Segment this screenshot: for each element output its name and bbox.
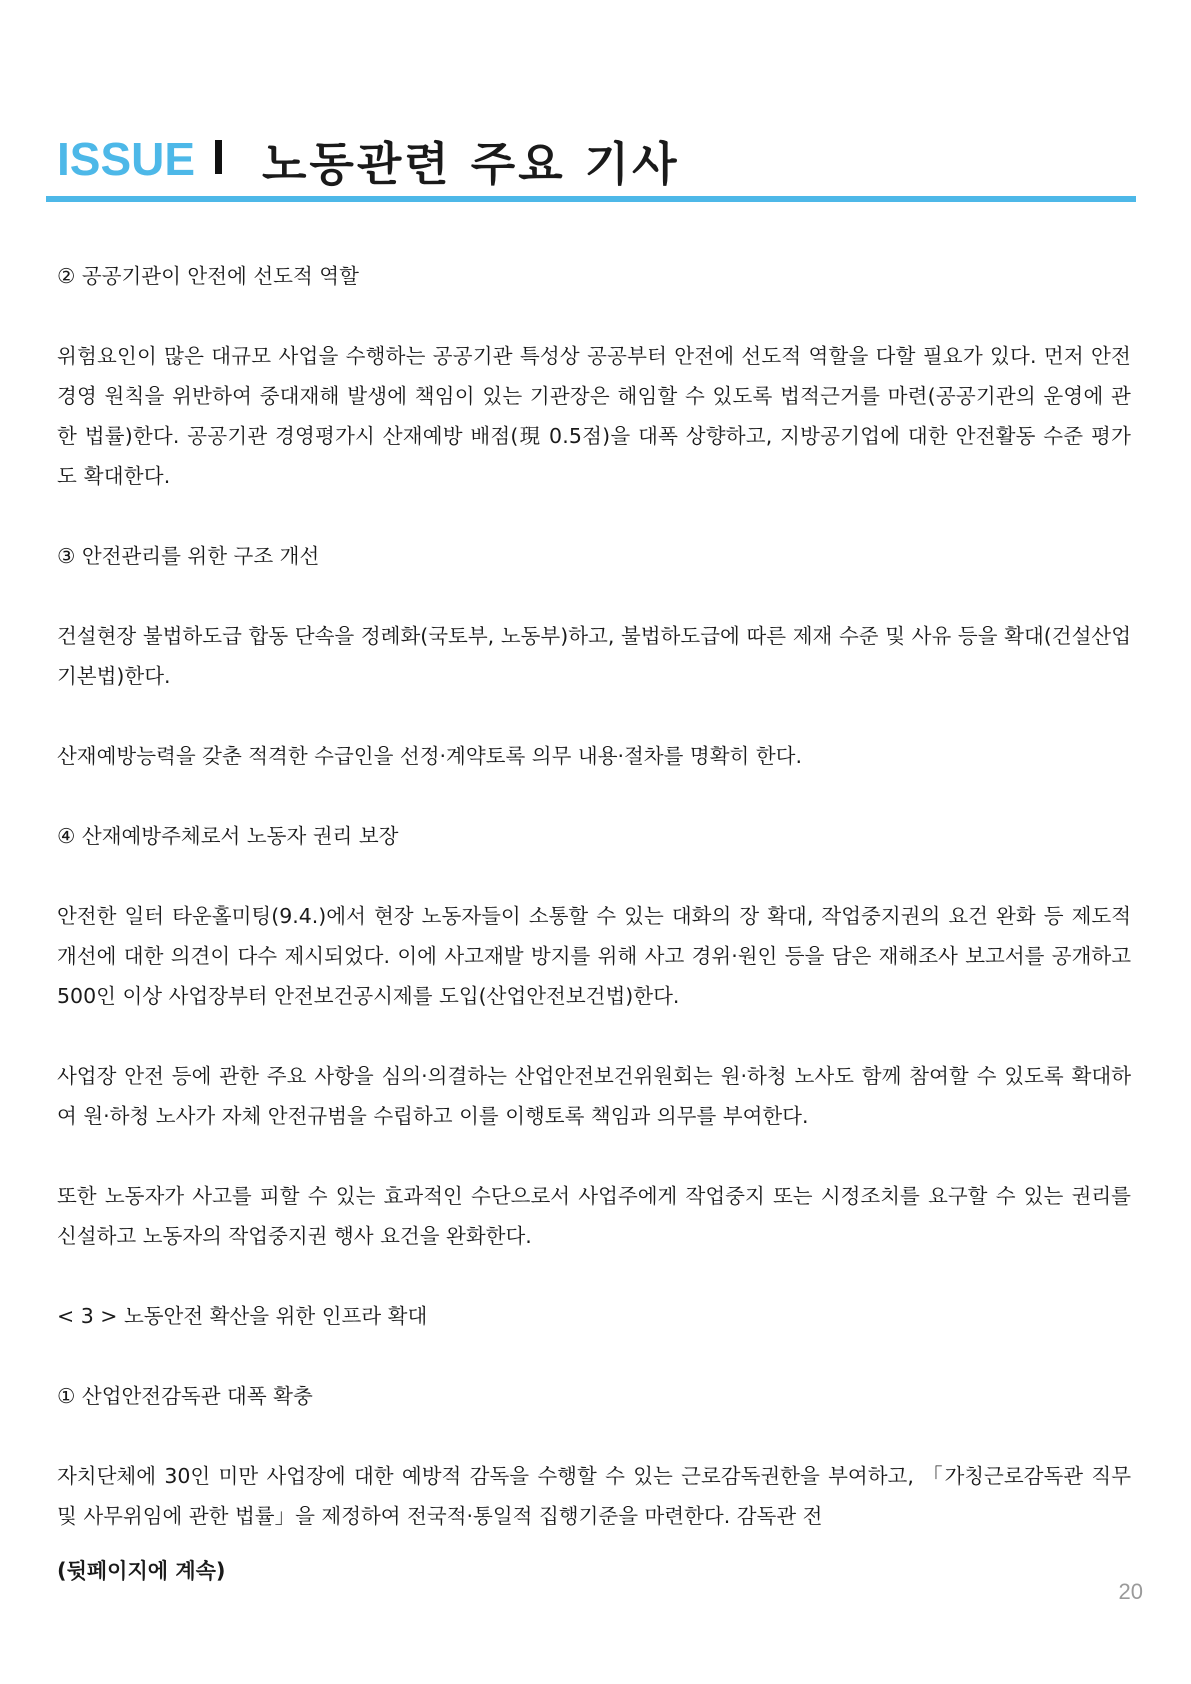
paragraph: 자치단체에 30인 미만 사업장에 대한 예방적 감독을 수행할 수 있는 근로감독권한을 부여하고, 「가칭근로감독관 직무 및 사무위임에 관한 법률」을 제정하여 전국적·통일적 집행기준을 마련한다. 감독관 전 [57,1464,1131,1528]
paragraph: 위험요인이 많은 대규모 사업을 수행하는 공공기관 특성상 공공부터 안전에 선도적 역할을 다할 필요가 있다. 먼저 안전경영 원칙을 위반하여 중대재해 발생에 책임이 있는 기관장은 해임할 수 있도록 법적근거를 마련(공공기관의 운영에 관한 법률)한다. 공공기관 경영평가시 산재예방 배점(現 0.5점)을 대폭 상향하고, 지방공기업에 대한 안전활동 수준 평가도 확대한다. [57,344,1131,488]
subsection-heading: < 3 > 노동안전 확산을 위한 인프라 확대 [57,1304,428,1328]
section-heading-3: ③ 안전관리를 위한 구조 개선 [57,544,320,568]
header-separator [215,140,222,174]
page-title: 노동관련 주요 기사 [262,137,680,191]
header-rule [46,196,1136,202]
section-heading-4: ④ 산재예방주체로서 노동자 권리 보장 [57,824,399,848]
page-header [57,128,1135,190]
section-heading-2: ② 공공기관이 안전에 선도적 역할 [57,264,359,288]
issue-label: ISSUE [57,133,196,185]
paragraph: 안전한 일터 타운홀미팅(9.4.)에서 현장 노동자들이 소통할 수 있는 대화의 장 확대, 작업중지권의 요건 완화 등 제도적 개선에 대한 의견이 다수 제시되었다. 이에 사고재발 방지를 위해 사고 경위·원인 등을 담은 재해조사 보고서를 공개하고 500인 이상 사업장부터 안전보건공시제를 도입(산업안전보건법)한다. [57,904,1131,1008]
continued-note: (뒷페이지에 계속) [57,1559,226,1583]
article-body [57,256,1131,1536]
section-heading-1: ① 산업안전감독관 대폭 확충 [57,1384,313,1408]
paragraph: 건설현장 불법하도급 합동 단속을 정례화(국토부, 노동부)하고, 불법하도급에 따른 제재 수준 및 사유 등을 확대(건설산업기본법)한다. [57,624,1131,688]
paragraph: 산재예방능력을 갖춘 적격한 수급인을 선정·계약토록 의무 내용·절차를 명확히 한다. [57,744,802,768]
paragraph: 사업장 안전 등에 관한 주요 사항을 심의·의결하는 산업안전보건위원회는 원·하청 노사도 함께 참여할 수 있도록 확대하여 원·하청 노사가 자체 안전규범을 수립하고 이를 이행토록 책임과 의무를 부여한다. [57,1064,1131,1128]
paragraph: 또한 노동자가 사고를 피할 수 있는 효과적인 수단으로서 사업주에게 작업중지 또는 시정조치를 요구할 수 있는 권리를 신설하고 노동자의 작업중지권 행사 요건을 완화한다. [57,1184,1131,1248]
page-number: 20 [1118,1579,1143,1604]
